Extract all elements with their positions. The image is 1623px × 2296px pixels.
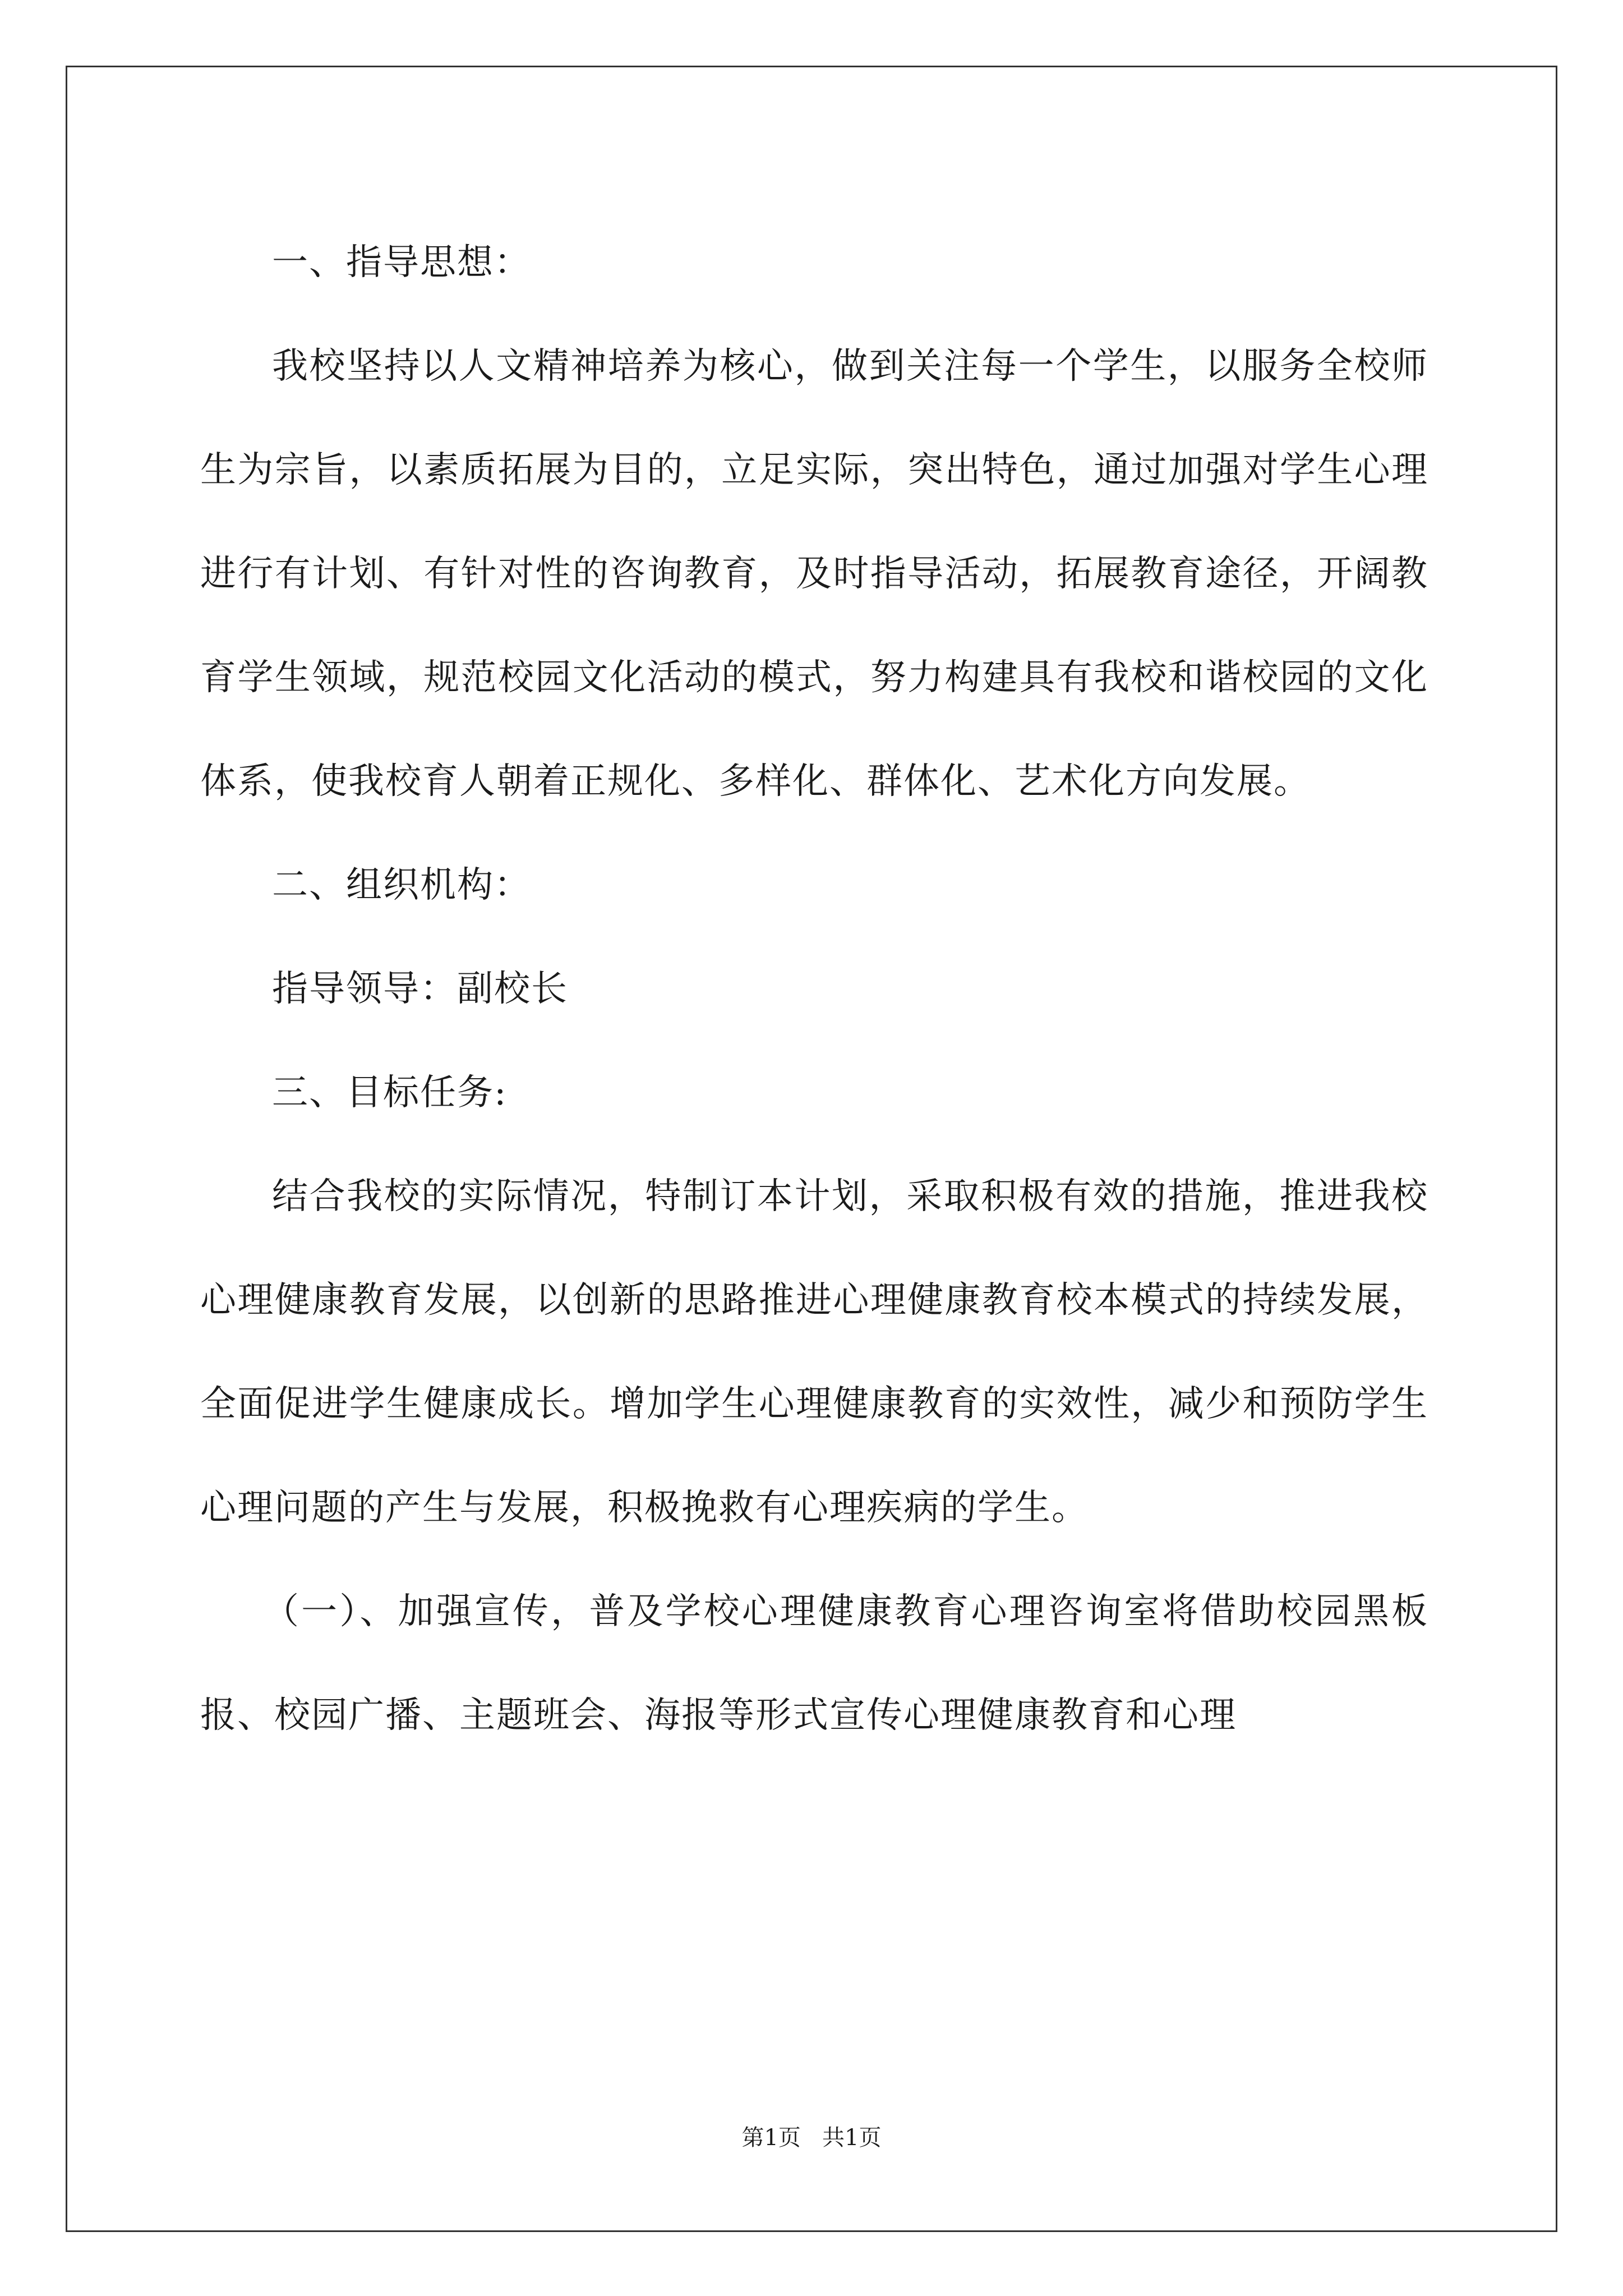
leader-line: 指导领导：副校长: [272, 968, 568, 1010]
paragraph-goals: 结合我校的实际情况，特制订本计划，采取积极有效的措施，推进我校心理健康教育发展，以创新的思路推进心理健康教育校本模式的持续发展，全面促进学生健康成长。增加学生心理健康教育的实效性，减少和预防学生心理问题的产生与发展，积极挽救有心理疾病的学生。: [200, 1176, 1428, 1529]
section-heading-goals: 三、目标任务:: [272, 1072, 508, 1114]
page-footer: 第1页 共1页: [741, 2125, 882, 2151]
document-body: [200, 211, 1428, 1768]
section-heading-guiding-ideology: 一、指导思想：: [272, 242, 531, 283]
paragraph-guiding-ideology: 我校坚持以人文精神培养为核心，做到关注每一个学生，以服务全校师生为宗旨，以素质拓展为目的，立足实际，突出特色，通过加强对学生心理进行有计划、有针对性的咨询教育，及时指导活动，拓展教育途径，开阔教育学生领域，规范校园文化活动的模式，努力构建具有我校和谐校园的文化体系，使我校育人朝着正规化、多样化、群体化、艺术化方向发展。: [200, 346, 1428, 802]
section-heading-organization: 二、组织机构：: [272, 864, 531, 906]
paragraph-subsection-1: （一）、加强宣传，普及学校心理健康教育心理咨询室将借助校园黑板报、校园广播、主题班会、海报等形式宣传心理健康教育和心理: [200, 1591, 1428, 1736]
